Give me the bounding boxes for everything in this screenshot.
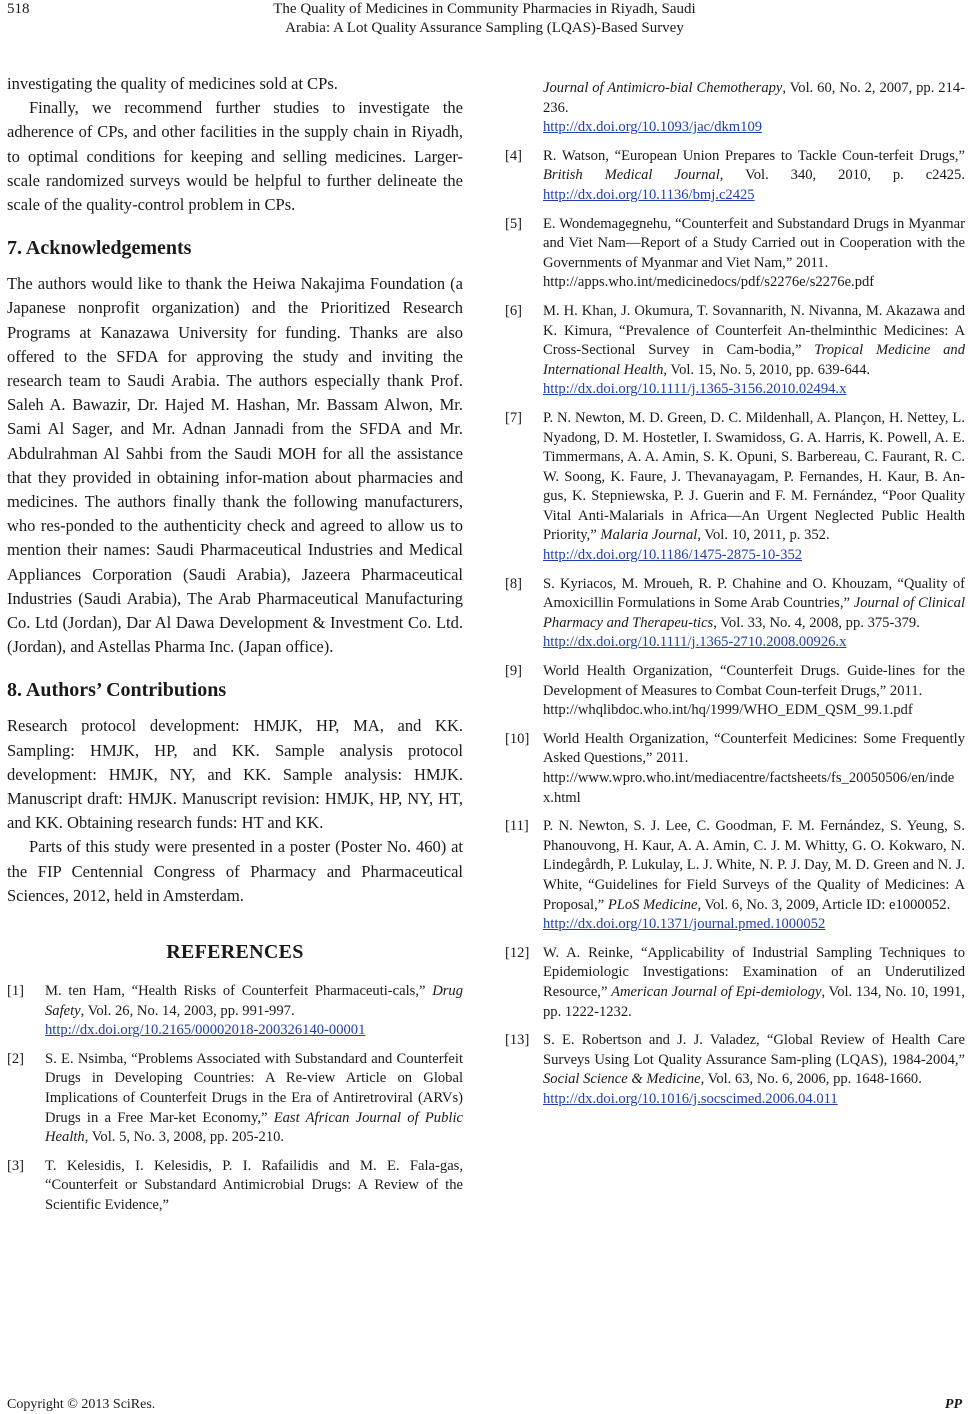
reference-text: S. Kyriacos, M. Mroueh, R. P. Chahine and O. Khouzam, “Quality of Amoxicillin Formulations in Some Arab Countries,” Journal of Clinical Pharmacy and Therapeu-tics, Vol. 33, No. 4, 2008, pp. 375-379. http://dx.doi.org/10.1111/j.1365-2710.2008.00926.x bbox=[543, 575, 965, 653]
reference-text: W. A. Reinke, “Applicability of Industrial Sampling Techniques to Epidemiologic Investigations: Examination of an Underutilized Resource,” American Journal of Epi-demiology, Vol. 134, No. 10, 1991, pp. 1222-1232. bbox=[543, 944, 965, 1020]
contributions-text: Research protocol development: HMJK, HP, MA, and KK. Sampling: HMJK, HP, and KK. Sample analysis protocol development: HMJK, NY, and KK. Sample analysis: HMJK. Manuscript draft: HMJK. Manuscript revision: HMJK, HP, NY, HT, and KK. Obtaining research funds: HT and KK. bbox=[7, 716, 463, 833]
journal-title: Tropical Medicine and International Health bbox=[543, 342, 965, 378]
reference-text: M. ten Ham, “Health Risks of Counterfeit Pharmaceuti-cals,” Drug Safety, Vol. 26, No. 14, 2003, pp. 991-997. http://dx.doi.org/10.2165/00002018-200326140-00001 bbox=[45, 982, 463, 1041]
reference-item bbox=[505, 215, 965, 293]
reference-text: S. E. Nsimba, “Problems Associated with Substandard and Counterfeit Drugs in Developing Countries: A Re-view Article on Global Implications of Counterfeit Drugs in the Era of Antiretroviral (ARVs) Drugs in a Free Mar-ket Economy,” East African Journal of Public Health, Vol. 5, No. 3, 2008, pp. 205-210. bbox=[45, 1050, 463, 1146]
reference-item bbox=[505, 662, 965, 721]
reference-number: [11] bbox=[505, 818, 529, 835]
reference-number: [9] bbox=[505, 663, 523, 680]
reference-continuation bbox=[505, 79, 965, 138]
reference-text: R. Watson, “European Union Prepares to Tackle Coun-terfeit Drugs,” British Medical Journal, Vol. 340, 2010, p. c2425. http://dx.doi.org/10.1136/bmj.c2425 bbox=[543, 147, 966, 203]
reference-text: M. H. Khan, J. Okumura, T. Sovannarith, N. Nivanna, M. Akazawa and K. Kimura, “Prevalence of Counterfeit An-thelminthic Medicines: A Cross-Sectional Survey in Cam-bodia,” Tropical Medicine and International Health, Vol. 15, No. 5, 2010, pp. 639-644. http://dx.doi.org/10.1111/j.1365-3156.2010.02494.x bbox=[543, 302, 965, 400]
page-header bbox=[0, 0, 969, 44]
copyright-notice: Copyright © 2013 SciRes. bbox=[7, 1397, 156, 1412]
reference-number: [12] bbox=[505, 944, 530, 961]
reference-number: [13] bbox=[505, 1032, 530, 1049]
doi-link[interactable]: http://dx.doi.org/10.1136/bmj.c2425 bbox=[543, 186, 755, 203]
journal-title: PLoS Medicine bbox=[607, 896, 698, 913]
reference-number: [8] bbox=[505, 575, 523, 592]
reference-item bbox=[505, 944, 965, 1022]
paragraph-continuation: investigating the quality of medicines sold at CPs. bbox=[7, 74, 338, 93]
url-text: http://apps.who.int/medicinedocs/pdf/s2276e/s2276e.pdf bbox=[543, 274, 875, 291]
reference-number: [1] bbox=[7, 983, 25, 1000]
reference-text: T. Kelesidis, I. Kelesidis, P. I. Rafailidis and M. E. Fala-gas, “Counterfeit or Substandard Antimicrobial Drugs: A Review of the Scientific Evidence,” bbox=[45, 1157, 463, 1214]
reference-text: E. Wondemagegnehu, “Counterfeit and Substandard Drugs in Myanmar and Viet Nam—Report of a Study Carried out in Cooperation with the Governments of Myanmar and Viet Nam,” 2011. http://apps.who.int/medicinedocs/pdf/s2276e/s2276e.pdf bbox=[543, 215, 965, 293]
reference-number: [5] bbox=[505, 215, 523, 232]
journal-title: Journal of Antimicro-bial Chemotherapy bbox=[543, 80, 783, 96]
reference-number: [10] bbox=[505, 730, 530, 747]
reference-text: S. E. Robertson and J. J. Valadez, “Global Review of Health Care Surveys Using Lot Quality Assurance Sam-pling (LQAS), 1984-2004,” Social Science & Medicine, Vol. 63, No. 6, 2006, pp. 1648-1660. http://dx.doi.org/10.1016/j.socscimed.2006.04.011 bbox=[543, 1031, 965, 1109]
reference-number: [6] bbox=[505, 302, 523, 319]
running-title-line-2: Arabia: A Lot Quality Assurance Sampling (LQAS)-Based Survey bbox=[285, 20, 684, 36]
acknowledgements-heading: 7. Acknowledgements bbox=[7, 237, 192, 260]
acknowledgements-text: The authors would like to thank the Heiwa Nakajima Foundation (a Japanese nonprofit organization) and the Prioritized Research Programs at Kanazawa University for funding. Thanks are also offered to the SFDA for approving the study and inviting the research team to Saudi Arabia. The authors especially thank Prof. Saleh A. Bawazir, Dr. Hajed M. Hashan, Mr. Bassam Alwon, Mr. Sami Al Sager, and Mr. Adnan Jannadi from the SFDA and Mr. Abdulrahman Al Sahbi from the Saudi MOH for all the assistance that they provided in obtaining infor-mation about pharmacies and medicines. The authors finally thank the following manufacturers, who res-ponded to the authenticity check and agreed to allow us to mention their names: Saudi Pharmaceutical Industries and Medical Appliances Corporation (Saudi Arabia), Jazeera Pharmaceutical Industries (Saudi Arabia), The Arab Pharmaceutical Manufacturing Co. Ltd (Jordan), Dar Al Dawa Development & Investment Co. Ltd. (Jordan), and Astellas Pharma Inc. (Japan office). bbox=[7, 274, 463, 657]
reference-item bbox=[505, 817, 965, 935]
reference-item bbox=[7, 1050, 463, 1148]
reference-item bbox=[505, 1031, 965, 1109]
references-heading: REFERENCES bbox=[166, 941, 304, 964]
journal-title: Journal of Clinical Pharmacy and Therapeu-tics bbox=[543, 595, 965, 631]
reference-number: [4] bbox=[505, 147, 523, 164]
journal-abbreviation: PP bbox=[944, 1397, 962, 1412]
right-column bbox=[505, 79, 965, 1119]
reference-text: World Health Organization, “Counterfeit Drugs. Guide-lines for the Development of Measures to Combat Coun-terfeit Drugs,” 2011. http://whqlibdoc.who.int/hq/1999/WHO_EDM_QSM_99.1.pdf bbox=[543, 662, 965, 721]
reference-item bbox=[505, 575, 965, 653]
reference-item bbox=[505, 147, 965, 206]
journal-title: Malaria Journal bbox=[600, 527, 698, 544]
reference-number: [7] bbox=[505, 409, 523, 426]
poster-note: Parts of this study were presented in a poster (Poster No. 460) at the FIP Centennial Congress of Pharmacy and Pharmaceutical Sciences, 2012, held in Amsterdam. bbox=[7, 837, 463, 905]
running-title bbox=[0, 0, 969, 38]
journal-title: Social Science & Medicine bbox=[543, 1071, 701, 1088]
url-text: http://www.wpro.who.int/mediacentre/factsheets/fs_20050506/en/index.html bbox=[543, 770, 955, 806]
reference-item bbox=[7, 982, 463, 1041]
paragraph-recommendation: Finally, we recommend further studies to investigate the adherence of CPs, and other facilities in the supply chain in Riyadh, to optimal conditions for keeping and selling medicines. Larger-scale randomized surveys would be helpful to further delineate the scale of the quality-control problem in CPs. bbox=[7, 98, 463, 215]
reference-item bbox=[505, 730, 965, 808]
contributions-heading: 8. Authors’ Contributions bbox=[7, 679, 227, 702]
left-column bbox=[7, 72, 463, 1225]
journal-title: British Medical Journal bbox=[543, 167, 720, 184]
running-title-line-1: The Quality of Medicines in Community Pharmacies in Riyadh, Saudi bbox=[273, 1, 696, 17]
reference-number: [3] bbox=[7, 1157, 25, 1174]
doi-link[interactable]: http://dx.doi.org/10.1111/j.1365-2710.2008.00926.x bbox=[543, 634, 847, 651]
reference-item bbox=[505, 409, 965, 566]
reference-text: P. N. Newton, S. J. Lee, C. Goodman, F. M. Fernández, S. Yeung, S. Phanouvong, H. Kaur, A. A. Amin, C. J. M. Whitty, G. O. Kokwaro, N. Lindegårdh, P. Lukulay, L. J. White, N. P. J. Day, M. D. Green and N. J. White, “Guidelines for Field Surveys of the Quality of Medicines: A Proposal,” PLoS Medicine, Vol. 6, No. 3, 2009, Article ID: e1000052. http://dx.doi.org/10.1371/journal.pmed.1000052 bbox=[543, 817, 965, 935]
doi-link[interactable]: http://dx.doi.org/10.1111/j.1365-3156.2010.02494.x bbox=[543, 381, 847, 398]
doi-link[interactable]: http://dx.doi.org/10.1186/1475-2875-10-352 bbox=[543, 547, 803, 564]
journal-title: Drug Safety bbox=[45, 983, 463, 1019]
reference-item bbox=[7, 1157, 463, 1216]
reference-text: Journal of Antimicro-bial Chemotherapy, Vol. 60, No. 2, 2007, pp. 214-236. http://dx.doi.org/10.1093/jac/dkm109 bbox=[543, 79, 965, 138]
journal-title: American Journal of Epi-demiology bbox=[611, 983, 822, 1000]
page-number: 518 bbox=[7, 1, 30, 17]
reference-text: World Health Organization, “Counterfeit Medicines: Some Frequently Asked Questions,” 2011. http://www.wpro.who.int/mediacentre/factsheets/fs_20050506/en/index.html bbox=[543, 730, 965, 808]
doi-link[interactable]: http://dx.doi.org/10.1093/jac/dkm109 bbox=[543, 119, 763, 136]
url-text: http://whqlibdoc.who.int/hq/1999/WHO_EDM_QSM_99.1.pdf bbox=[543, 702, 913, 719]
journal-title: East African Journal of Public Health bbox=[45, 1109, 463, 1146]
reference-item bbox=[505, 302, 965, 400]
reference-number: [2] bbox=[7, 1050, 25, 1067]
reference-text: P. N. Newton, M. D. Green, D. C. Mildenhall, A. Plançon, H. Nettey, L. Nyadong, D. M. Hostetler, I. Swamidoss, G. A. Harris, K. Powell, A. E. Timmermans, A. A. Amin, S. K. Opuni, S. Barbereau, C. Faurant, R. C. W. Soong, K. Faure, J. Thevanayagam, P. Fernandes, H. Kaur, B. An-gus, K. Stepniewska, P. J. Guerin and F. M. Fernández, “Poor Quality Vital Anti-Malarials in Africa—An Urgent Neglected Public Health Priority,” Malaria Journal, Vol. 10, 2011, p. 352. http://dx.doi.org/10.1186/1475-2875-10-352 bbox=[543, 409, 965, 566]
page-footer bbox=[0, 1396, 969, 1414]
doi-link[interactable]: http://dx.doi.org/10.2165/00002018-200326140-00001 bbox=[45, 1022, 366, 1039]
doi-link[interactable]: http://dx.doi.org/10.1371/journal.pmed.1000052 bbox=[543, 916, 826, 933]
doi-link[interactable]: http://dx.doi.org/10.1016/j.socscimed.2006.04.011 bbox=[543, 1090, 838, 1107]
